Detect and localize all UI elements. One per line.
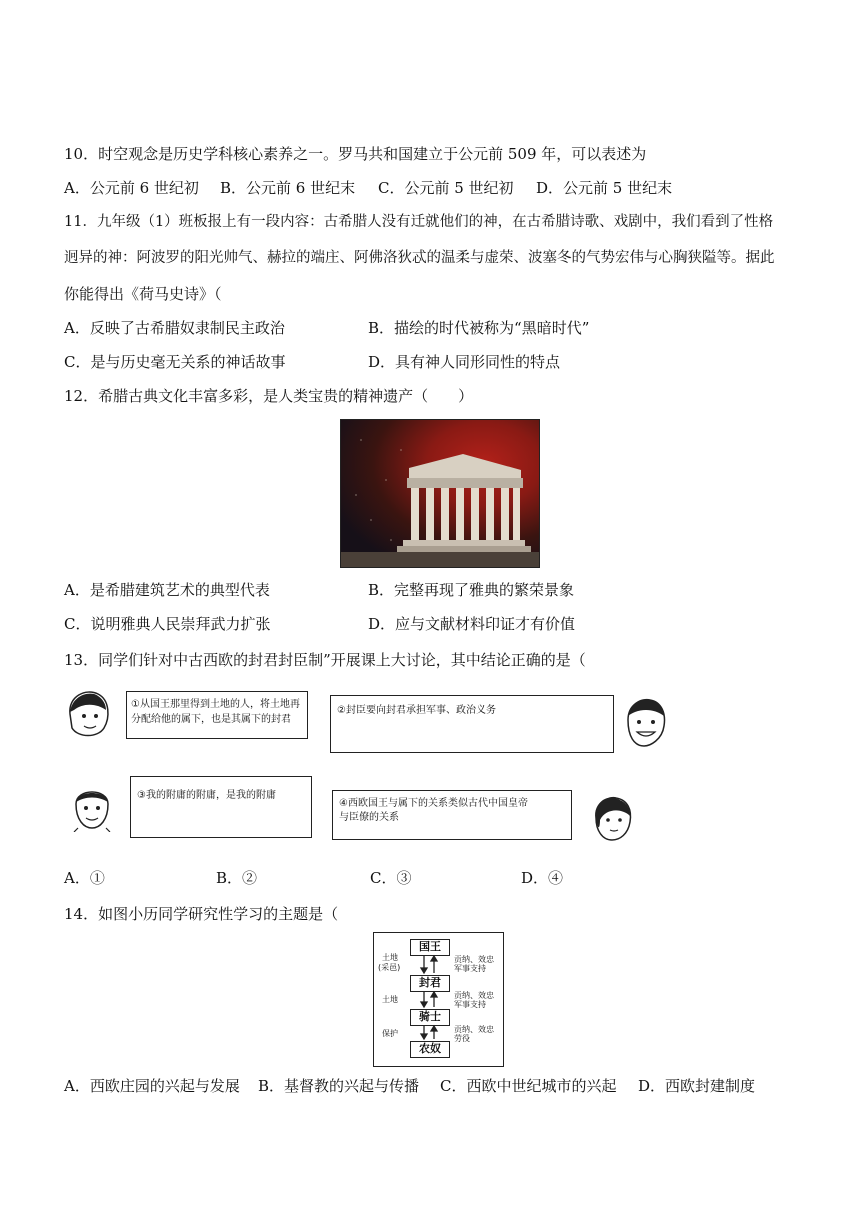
q13-stem: 13．同学们针对中古西欧的封君封臣制”开展课上大讨论，其中结论正确的是（ (64, 651, 586, 669)
q11-option-d[interactable]: D．具有神人同形同性的特点 (368, 353, 561, 371)
left-label-land-2: 土地 (382, 995, 398, 1004)
bubble-2-line1: ②封臣要向封君承担军事、政治义务 (337, 705, 496, 716)
q10-option-c[interactable]: C．公元前 5 世纪初 (378, 179, 514, 197)
q11-option-b[interactable]: B．描绘的时代被称为“黑暗时代” (368, 319, 590, 337)
speech-bubble-2 (330, 695, 614, 753)
right-label-2a: 贡纳、效忠 (454, 991, 494, 1000)
left-label-land-1: 土地 (382, 953, 398, 962)
q13-option-c[interactable]: C．③ (370, 869, 412, 887)
q12-option-b[interactable]: B．完整再现了雅典的繁荣景象 (368, 581, 575, 599)
level-king: 国王 (410, 939, 450, 956)
bubble-4-line1: ④西欧国王与属下的关系类似古代中国皇帝 (339, 798, 528, 809)
right-label-1b: 军事支持 (454, 964, 486, 973)
left-label-fief: (采邑) (378, 963, 401, 972)
bubble-4-line2: 与臣僚的关系 (339, 812, 399, 823)
left-label-protection: 保护 (382, 1029, 398, 1038)
student-face-4 (590, 794, 636, 842)
q10-stem: 10．时空观念是历史学科核心素养之一。罗马共和国建立于公元前 509 年，可以表述为 (64, 145, 647, 163)
bubble-1-line1: ①从国王那里得到土地的人，将土地再 (131, 699, 300, 710)
speech-bubble-3 (130, 776, 312, 838)
q11-stem-line1: 11．九年级（1）班板报上有一段内容：古希腊人没有迁就他们的神，在古希腊诗歌、戏剧中，我们看到了性格 (64, 214, 774, 230)
level-lord: 封君 (410, 975, 450, 992)
q14-option-c[interactable]: C．西欧中世纪城市的兴起 (440, 1077, 617, 1095)
q11-option-c[interactable]: C．是与历史毫无关系的神话故事 (64, 353, 286, 371)
q14-stem: 14．如图小历同学研究性学习的主题是（ (64, 905, 339, 923)
speech-bubble-1 (126, 691, 308, 739)
q10-option-a[interactable]: A．公元前 6 世纪初 (64, 179, 199, 197)
q12-stem: 12．希腊古典文化丰富多彩，是人类宝贵的精神遗产（ ） (64, 387, 474, 405)
q14-option-a[interactable]: A．西欧庄园的兴起与发展 (64, 1077, 240, 1095)
q13-option-a[interactable]: A．① (64, 869, 105, 887)
q11-stem-line3: 你能得出《荷马史诗》（ (64, 285, 222, 303)
q14-option-b[interactable]: B．基督教的兴起与传播 (258, 1077, 420, 1095)
bubble-1-line2: 分配给他的属下，也是其属下的封君 (131, 714, 291, 725)
level-serf: 农奴 (410, 1041, 450, 1058)
q14-option-d[interactable]: D．西欧封建制度 (638, 1077, 756, 1095)
q10-option-d[interactable]: D．公元前 5 世纪末 (536, 179, 673, 197)
q11-option-a[interactable]: A．反映了古希腊奴隶制民主政治 (64, 319, 285, 337)
parthenon-photo (340, 419, 540, 568)
q13-option-d[interactable]: D．④ (521, 869, 564, 887)
feudal-hierarchy-diagram (373, 932, 504, 1067)
q12-option-d[interactable]: D．应与文献材料印证才有价值 (368, 615, 576, 633)
speech-bubble-4 (332, 790, 572, 840)
right-label-3a: 贡纳、效忠 (454, 1025, 494, 1034)
q12-option-c[interactable]: C．说明雅典人民崇拜武力扩张 (64, 615, 271, 633)
right-label-1a: 贡纳、效忠 (454, 955, 494, 964)
right-label-3b: 劳役 (454, 1034, 470, 1043)
bubble-3-line1: ③我的附庸的附庸，是我的附庸 (137, 790, 276, 801)
q13-option-b[interactable]: B．② (216, 869, 258, 887)
student-face-1 (64, 688, 114, 740)
parthenon-illustration (341, 420, 539, 567)
student-face-3 (68, 782, 116, 832)
q11-stem-line2: 迥异的神：阿波罗的阳光帅气、赫拉的端庄、阿佛洛狄忒的温柔与虚荣、波塞冬的气势宏伟与心胸狭隘等。据此 (64, 250, 775, 266)
student-face-2 (622, 696, 670, 748)
q10-option-b[interactable]: B．公元前 6 世纪末 (220, 179, 356, 197)
right-label-2b: 军事支持 (454, 1000, 486, 1009)
q12-option-a[interactable]: A．是希腊建筑艺术的典型代表 (64, 581, 270, 599)
level-knight: 骑士 (410, 1009, 450, 1026)
